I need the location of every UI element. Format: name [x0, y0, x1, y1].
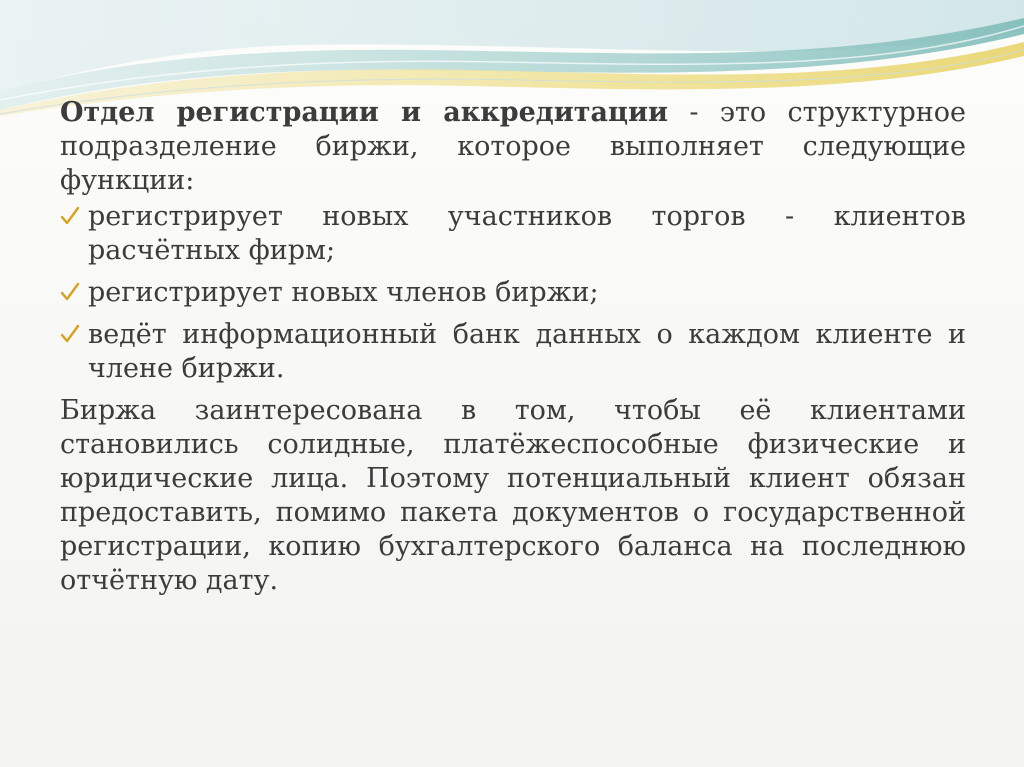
list-item-text: ведёт информационный банк данных о каждом клиенте и члене биржи.: [88, 319, 966, 384]
intro-paragraph: [60, 96, 966, 198]
function-list: [60, 200, 966, 386]
intro-text: - это структурное подразделение биржи, которое выполняет следующие функции:: [60, 97, 966, 196]
list-item-text: регистрирует новых членов биржи;: [88, 277, 599, 308]
list-item: [60, 276, 966, 310]
closing-paragraph: Биржа заинтересована в том, чтобы её клиентами становились солидные, платёжеспособные физические и юридические лица. Поэтому потенциальный клиент обязан предоставить, помимо пакета документов о государственной регистрации, копию бухгалтерского баланса на последнюю отчётную дату.: [60, 395, 966, 596]
list-item: [60, 318, 966, 386]
list-item-text: регистрирует новых участников торгов - клиентов расчётных фирм;: [88, 201, 966, 266]
checkmark-icon: [60, 281, 80, 303]
list-item: [60, 200, 966, 268]
intro-bold-lead: Отдел регистрации и аккредитации: [60, 97, 669, 128]
checkmark-icon: [60, 323, 80, 345]
checkmark-icon: [60, 205, 80, 227]
slide-body: [60, 96, 966, 598]
